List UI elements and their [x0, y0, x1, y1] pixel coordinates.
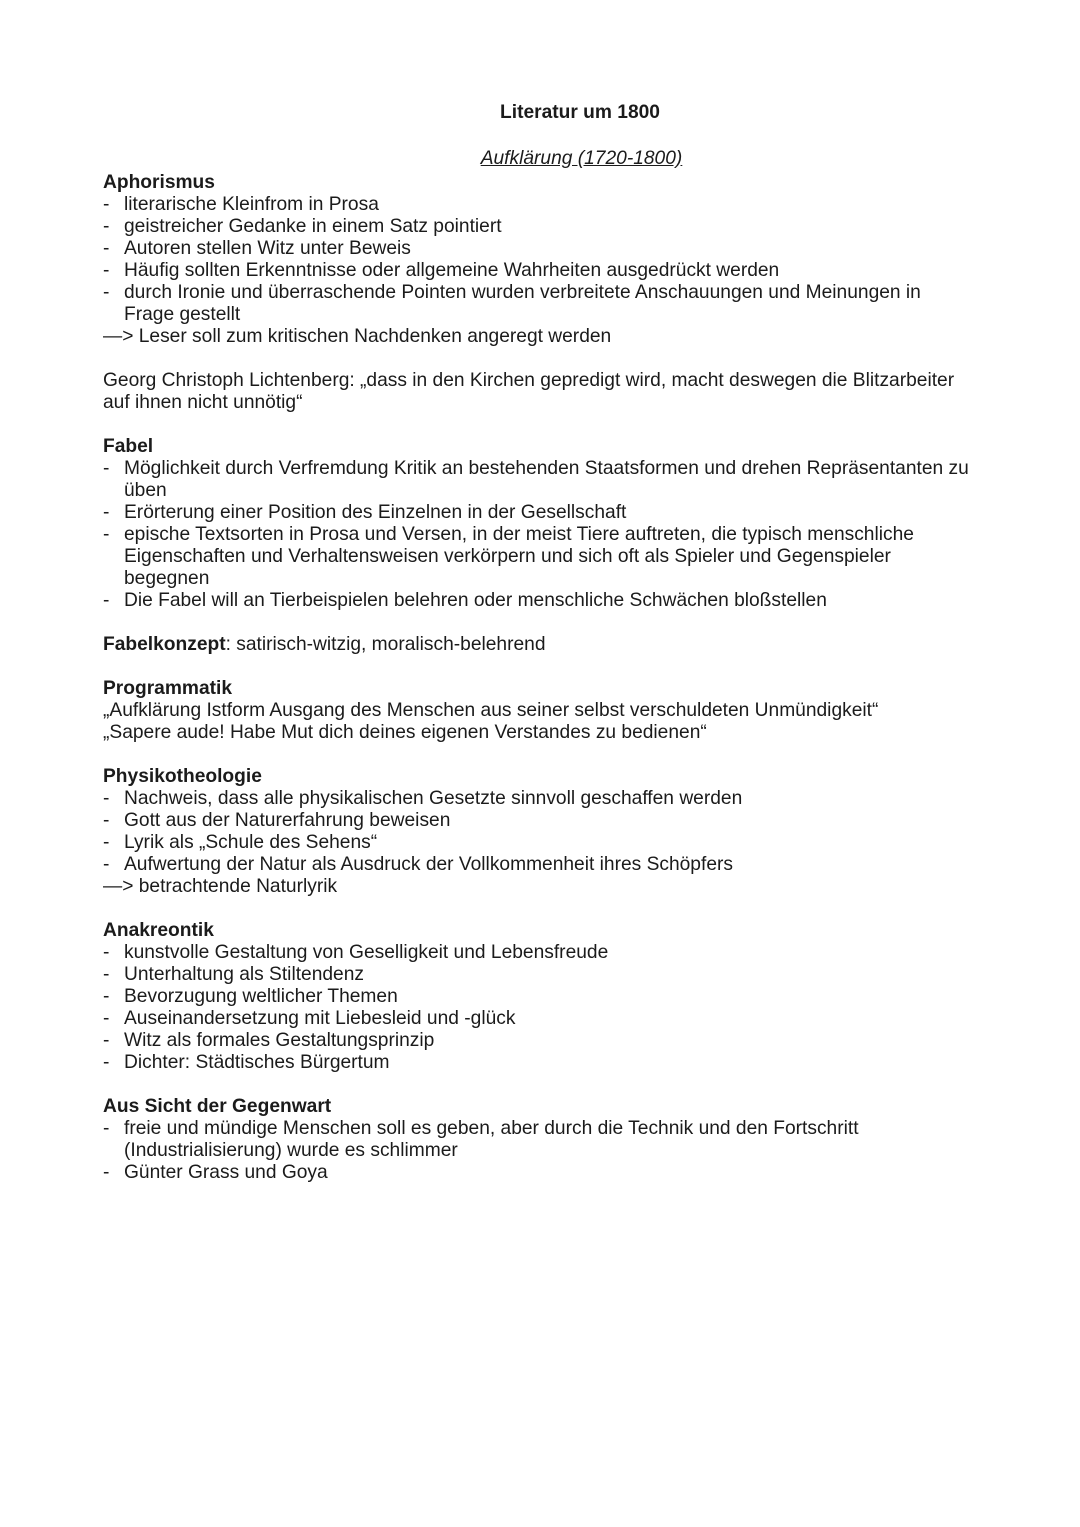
document-title: Literatur um 1800 [500, 102, 660, 123]
bullet-list [103, 788, 970, 876]
bullet-dash: - [103, 194, 110, 215]
programmatik-line: „Aufklärung Istform Ausgang des Menschen aus seiner selbst verschuldeten Unmündigkeit“ [103, 700, 879, 721]
list-item [103, 788, 970, 810]
programmatik-line: „Sapere aude! Habe Mut dich deines eigenen Verstandes zu bedienen“ [103, 722, 707, 743]
bullet-dash: - [103, 216, 110, 237]
bullet-dash: - [103, 458, 110, 479]
list-item [103, 986, 970, 1008]
bullet-dash: - [103, 942, 110, 963]
list-item-text: Unterhaltung als Stiltendenz [124, 964, 364, 985]
list-item-text: Günter Grass und Goya [124, 1162, 328, 1183]
bullet-dash: - [103, 964, 110, 985]
list-item-text: epische Textsorten in Prosa und Versen, in der meist Tiere auftreten, die typisch menschliche Eigenschaften und Verhaltensweisen verkörpern und sich oft als Spieler und Gegenspieler begegnen [124, 524, 914, 589]
section-fabel [103, 436, 970, 612]
bullet-dash: - [103, 986, 110, 1007]
list-item-text: kunstvolle Gestaltung von Geselligkeit und Lebensfreude [124, 942, 609, 963]
list-item-text: Witz als formales Gestaltungsprinzip [124, 1030, 435, 1051]
section-heading: Physikotheologie [103, 766, 262, 787]
list-item [103, 942, 970, 964]
bullet-list [103, 194, 970, 326]
list-item [103, 524, 970, 590]
quote-text: Georg Christoph Lichtenberg: „dass in den Kirchen gepredigt wird, macht deswegen die Blitzarbeiter auf ihnen nicht unnötig“ [103, 370, 955, 413]
section-heading: Programmatik [103, 678, 233, 699]
section-programmatik [103, 678, 970, 744]
list-item-text: Möglichkeit durch Verfremdung Kritik an bestehenden Staatsformen und drehen Repräsentanten zu üben [124, 458, 969, 501]
bullet-dash: - [103, 788, 110, 809]
list-item [103, 194, 970, 216]
list-item [103, 1052, 970, 1074]
list-item-text: Nachweis, dass alle physikalischen Gesetzte sinnvoll geschaffen werden [124, 788, 743, 809]
bullet-dash: - [103, 238, 110, 259]
list-item-text: Auseinandersetzung mit Liebesleid und -glück [124, 1008, 516, 1029]
list-item-text: Dichter: Städtisches Bürgertum [124, 1052, 390, 1073]
list-item [103, 1030, 970, 1052]
section-fabelkonzept [103, 634, 970, 656]
section-heading: Aphorismus [103, 172, 215, 193]
section-heading: Aus Sicht der Gegenwart [103, 1096, 332, 1117]
bullet-dash: - [103, 854, 110, 875]
bullet-dash: - [103, 524, 110, 545]
bullet-dash: - [103, 260, 110, 281]
bullet-list [103, 458, 970, 612]
list-item [103, 1118, 970, 1162]
bullet-dash: - [103, 1052, 110, 1073]
bullet-dash: - [103, 1118, 110, 1139]
conclusion-line: —> Leser soll zum kritischen Nachdenken angeregt werden [103, 326, 612, 347]
section-anakreontik [103, 920, 970, 1074]
bullet-dash: - [103, 1162, 110, 1183]
bullet-list [103, 942, 970, 1074]
list-item-text: Bevorzugung weltlicher Themen [124, 986, 398, 1007]
list-item [103, 1008, 970, 1030]
list-item [103, 854, 970, 876]
section-heading: Fabel [103, 436, 154, 457]
bullet-dash: - [103, 1030, 110, 1051]
list-item-text: Die Fabel will an Tierbeispielen belehren oder menschliche Schwächen bloßstellen [124, 590, 827, 611]
section-physikotheologie [103, 766, 970, 898]
list-item [103, 502, 970, 524]
bullet-dash: - [103, 590, 110, 611]
list-item-text: literarische Kleinfrom in Prosa [124, 194, 379, 215]
list-item-text: durch Ironie und überraschende Pointen wurden verbreitete Anschauungen und Meinungen in Frage gestellt [124, 282, 921, 325]
list-item [103, 238, 970, 260]
bullet-dash: - [103, 810, 110, 831]
conclusion-line: —> betrachtende Naturlyrik [103, 876, 338, 897]
bullet-dash: - [103, 282, 110, 303]
section-heading: Anakreontik [103, 920, 214, 941]
list-item-text: Gott aus der Naturerfahrung beweisen [124, 810, 451, 831]
list-item [103, 282, 970, 326]
list-item-text: Häufig sollten Erkenntnisse oder allgemeine Wahrheiten ausgedrückt werden [124, 260, 780, 281]
list-item [103, 458, 970, 502]
list-item-text: Aufwertung der Natur als Ausdruck der Vollkommenheit ihres Schöpfers [124, 854, 733, 875]
section-gegenwart [103, 1096, 970, 1184]
section-quote [103, 370, 970, 414]
list-item [103, 590, 970, 612]
list-item [103, 964, 970, 986]
bullet-dash: - [103, 502, 110, 523]
list-item [103, 1162, 970, 1184]
list-item-text: freie und mündige Menschen soll es geben, aber durch die Technik und den Fortschritt (Industrialisierung) wurde es schlimmer [124, 1118, 859, 1161]
bullet-dash: - [103, 832, 110, 853]
list-item-text: Lyrik als „Schule des Sehens“ [124, 832, 378, 853]
section-aphorismus [103, 172, 970, 348]
list-item [103, 260, 970, 282]
fabelkonzept-label: Fabelkonzept [103, 634, 226, 655]
list-item [103, 832, 970, 854]
list-item-text: geistreicher Gedanke in einem Satz pointiert [124, 216, 502, 237]
fabelkonzept-text: : satirisch-witzig, moralisch-belehrend [225, 634, 546, 655]
document-subtitle: Aufklärung (1720-1800) [480, 148, 683, 169]
bullet-list [103, 1118, 970, 1184]
list-item-text: Autoren stellen Witz unter Beweis [124, 238, 411, 259]
list-item-text: Erörterung einer Position des Einzelnen in der Gesellschaft [124, 502, 627, 523]
list-item [103, 216, 970, 238]
list-item [103, 810, 970, 832]
bullet-dash: - [103, 1008, 110, 1029]
